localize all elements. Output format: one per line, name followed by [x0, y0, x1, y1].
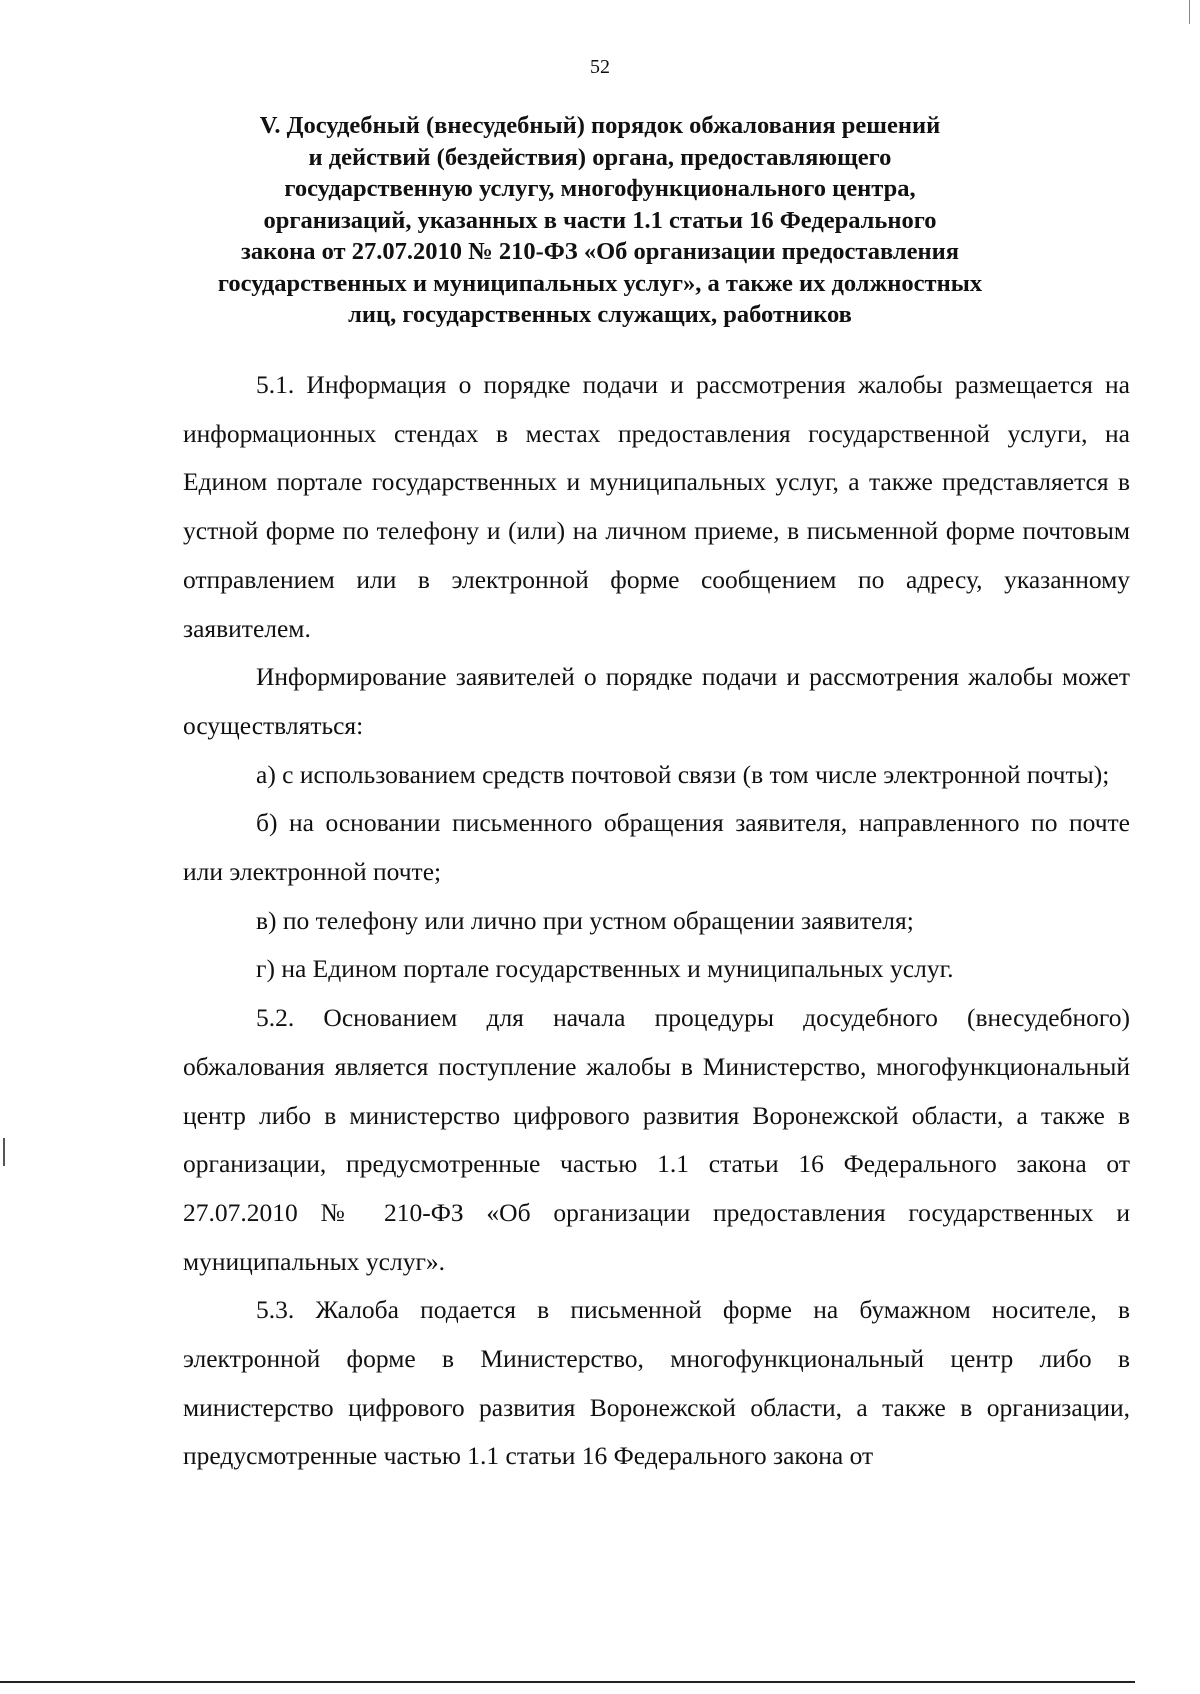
heading-line: организаций, указанных в части 1.1 статьи 16 Федерального: [263, 206, 937, 234]
list-item-b: б) на основании письменного обращения заявителя, направленного по почте или электронной почте;: [183, 808, 1130, 887]
body-text: [183, 361, 1130, 1481]
section-heading: [150, 110, 1050, 331]
list-item-g: г) на Едином портале государственных и муниципальных услуг.: [256, 954, 954, 984]
paragraph-5-1: 5.1. Информация о порядке подачи и рассмотрения жалобы размещается на информационных стендах в местах предоставления государственной услуги, на Едином портале государственных и муниципальных услуг, а также представляется в устной форме по телефону и (или) на личном приеме, в письменной форме почтовым отправлением или в электронной форме сообщением по адресу, указанному заявителем.: [183, 370, 1130, 643]
paragraph-5-2: 5.2. Основанием для начала процедуры досудебного (внесудебного) обжалования является поступление жалобы в Министерство, многофункциональный центр либо в министерство цифрового развития Воронежской области, а также в организации, предусмотренные частью 1.1 статьи 16 Федерального закона от 27.07.2010 № 210-ФЗ «Об организации предоставления государственных и муниципальных услуг».: [183, 1003, 1130, 1276]
heading-line: государственных и муниципальных услуг», а также их должностных: [217, 269, 983, 297]
list-item-a: а) с использованием средств почтовой связи (в том числе электронной почты);: [256, 759, 1110, 789]
heading-line: закона от 27.07.2010 № 210-ФЗ «Об организации предоставления: [241, 238, 959, 265]
list-item-v: в) по телефону или лично при устном обращении заявителя;: [256, 905, 914, 935]
scan-left-margin-mark: [3, 1138, 5, 1166]
heading-line: и действий (бездействия) органа, предоставляющего: [308, 143, 892, 171]
heading-line: лиц, государственных служащих, работников: [348, 301, 852, 328]
scan-right-edge-mark: [1189, 0, 1190, 24]
paragraph-5-3: 5.3. Жалоба подается в письменной форме на бумажном носителе, в электронной форме в Министерство, многофункциональный центр либо в министерство цифрового развития Воронежской области, а также в организации, предусмотренные частью 1.1 статьи 16 Федерального закона от: [183, 1295, 1130, 1471]
paragraph-informing: Информирование заявителей о порядке подачи и рассмотрения жалобы может осуществляться:: [183, 662, 1130, 740]
page-number: 52: [590, 56, 610, 78]
heading-line: V. Досудебный (внесудебный) порядок обжалования решений: [259, 112, 941, 139]
scan-bottom-edge-line: [0, 1681, 1135, 1683]
heading-line: государственную услугу, многофункционального центра,: [284, 175, 916, 202]
